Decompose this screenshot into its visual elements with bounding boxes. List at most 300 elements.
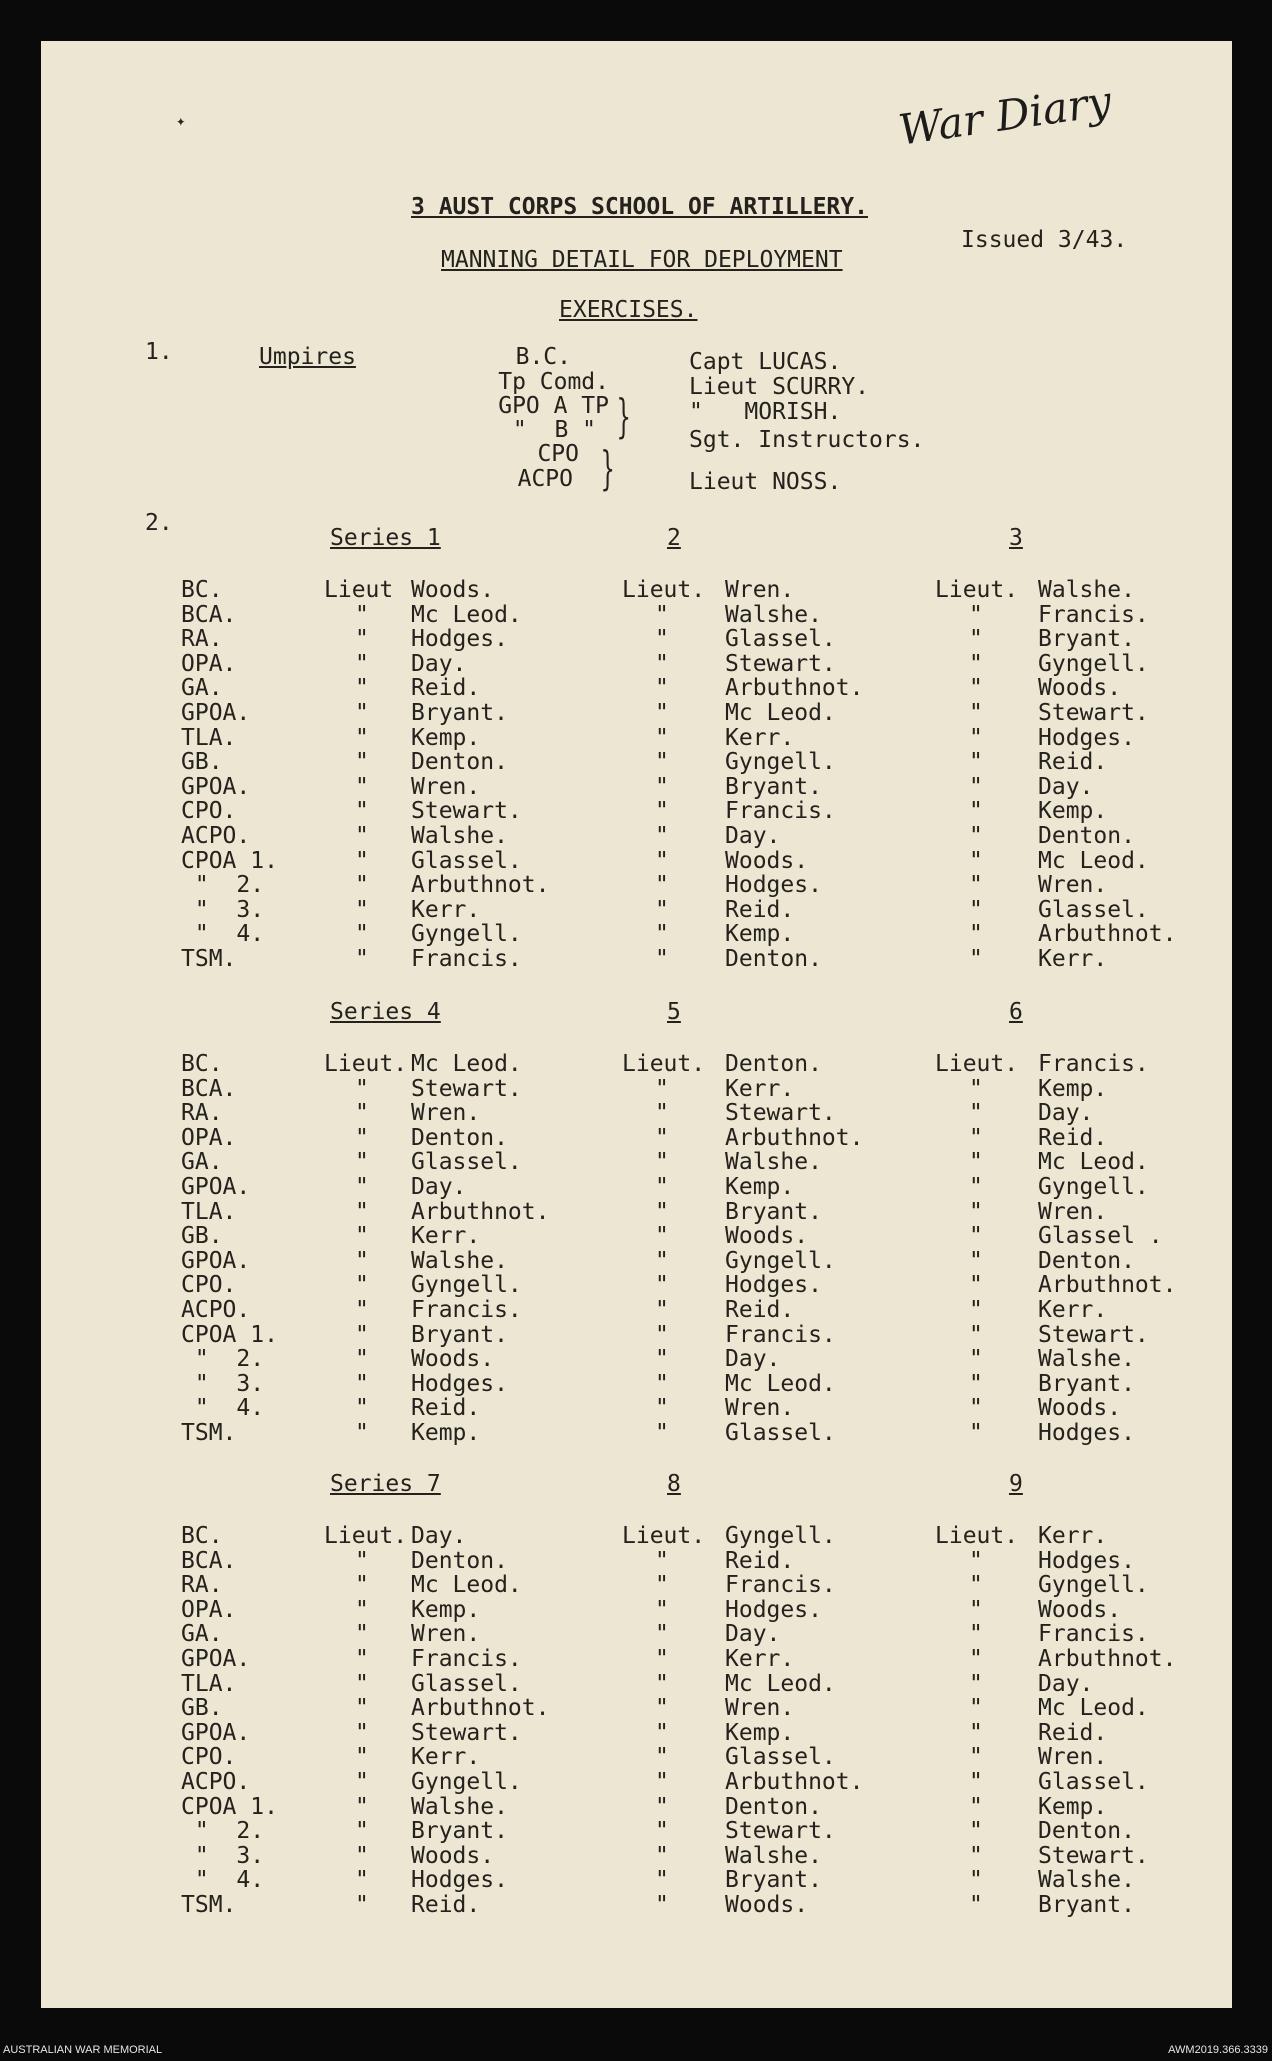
officer-name: Francis. bbox=[1038, 602, 1149, 628]
officer-name: Hodges. bbox=[725, 872, 822, 898]
role-label: GPOA. bbox=[181, 1646, 251, 1672]
role-label: CPO. bbox=[181, 1744, 237, 1770]
role-label: OPA. bbox=[181, 1125, 237, 1151]
series-header: 6 bbox=[1009, 999, 1023, 1025]
role-label: GB. bbox=[181, 1695, 223, 1721]
ditto-mark: " bbox=[655, 1548, 669, 1574]
officer-name: Woods. bbox=[725, 1223, 809, 1249]
ditto-mark: " bbox=[355, 651, 369, 677]
umpire-role: Tp Comd. bbox=[498, 369, 609, 395]
officer-name: Kerr. bbox=[411, 1223, 481, 1249]
ditto-mark: " bbox=[355, 946, 369, 972]
ditto-mark: " bbox=[969, 1867, 983, 1893]
officer-name: Walshe. bbox=[1038, 1346, 1135, 1372]
officer-name: Gyngell. bbox=[1038, 1572, 1149, 1598]
officer-name: Kerr. bbox=[725, 1076, 795, 1102]
ditto-mark: " bbox=[355, 1149, 369, 1175]
handwritten-note: War Diary bbox=[895, 76, 1115, 155]
officer-name: Gyngell. bbox=[411, 1272, 522, 1298]
ditto-mark: " bbox=[355, 1223, 369, 1249]
ditto-mark: " bbox=[655, 725, 669, 751]
series-header: 8 bbox=[667, 1471, 681, 1497]
role-label: OPA. bbox=[181, 1597, 237, 1623]
ditto-mark: " bbox=[655, 675, 669, 701]
ditto-mark: " bbox=[655, 1597, 669, 1623]
ditto-mark: " bbox=[969, 1395, 983, 1421]
officer-name: Mc Leod. bbox=[1038, 848, 1149, 874]
officer-name: Wren. bbox=[411, 774, 481, 800]
role-label: " 3. bbox=[181, 1843, 265, 1869]
officer-name: Gyngell. bbox=[1038, 1174, 1149, 1200]
officer-name: Kerr. bbox=[411, 1744, 481, 1770]
ditto-mark: " bbox=[355, 1818, 369, 1844]
role-label: BCA. bbox=[181, 602, 237, 628]
role-label: BC. bbox=[181, 1051, 223, 1077]
ditto-mark: " bbox=[655, 1395, 669, 1421]
officer-name: Glassel. bbox=[725, 626, 836, 652]
officer-name: Francis. bbox=[725, 1572, 836, 1598]
officer-name: Walshe. bbox=[1038, 1867, 1135, 1893]
officer-name: Day. bbox=[411, 1174, 467, 1200]
officer-name: Hodges. bbox=[725, 1272, 822, 1298]
ditto-mark: " bbox=[969, 1695, 983, 1721]
officer-name: Denton. bbox=[411, 1125, 508, 1151]
ditto-mark: " bbox=[355, 626, 369, 652]
role-label: GB. bbox=[181, 1223, 223, 1249]
umpire-name: " MORISH. bbox=[689, 399, 842, 425]
officer-name: Day. bbox=[411, 651, 467, 677]
role-label: " 4. bbox=[181, 921, 265, 947]
ditto-mark: " bbox=[355, 1272, 369, 1298]
officer-name: Wren. bbox=[725, 1695, 795, 1721]
officer-name: Glassel. bbox=[411, 848, 522, 874]
rank-label: Lieut. bbox=[935, 1523, 1019, 1549]
officer-name: Arbuthnot. bbox=[411, 1695, 550, 1721]
role-label: RA. bbox=[181, 1572, 223, 1598]
series-header: Series 4 bbox=[330, 999, 441, 1025]
brace-icon: } bbox=[616, 389, 631, 443]
ditto-mark: " bbox=[969, 1125, 983, 1151]
officer-name: Glassel. bbox=[725, 1420, 836, 1446]
officer-name: Reid. bbox=[1038, 749, 1108, 775]
ditto-mark: " bbox=[355, 1671, 369, 1697]
ditto-mark: " bbox=[969, 946, 983, 972]
umpire-role: B.C. bbox=[515, 344, 571, 370]
umpire-role: ACPO bbox=[517, 466, 573, 492]
ditto-mark: " bbox=[969, 700, 983, 726]
officer-name: Bryant. bbox=[725, 1199, 822, 1225]
role-label: CPOA 1. bbox=[181, 848, 278, 874]
ditto-mark: " bbox=[355, 1794, 369, 1820]
ditto-mark: " bbox=[355, 1322, 369, 1348]
role-label: CPO. bbox=[181, 1272, 237, 1298]
role-label: ACPO. bbox=[181, 823, 251, 849]
ditto-mark: " bbox=[655, 749, 669, 775]
ditto-mark: " bbox=[355, 1843, 369, 1869]
officer-name: Woods. bbox=[411, 1346, 495, 1372]
role-label: TLA. bbox=[181, 1671, 237, 1697]
ditto-mark: " bbox=[355, 1720, 369, 1746]
officer-name: Francis. bbox=[411, 1646, 522, 1672]
officer-name: Hodges. bbox=[725, 1597, 822, 1623]
role-label: BCA. bbox=[181, 1548, 237, 1574]
officer-name: Francis. bbox=[725, 798, 836, 824]
ditto-mark: " bbox=[655, 700, 669, 726]
officer-name: Stewart. bbox=[725, 651, 836, 677]
officer-name: Mc Leod. bbox=[725, 700, 836, 726]
ditto-mark: " bbox=[655, 1646, 669, 1672]
series-header: 5 bbox=[667, 999, 681, 1025]
officer-name: Day. bbox=[725, 1346, 781, 1372]
ditto-mark: " bbox=[655, 1174, 669, 1200]
officer-name: Stewart. bbox=[411, 1076, 522, 1102]
rank-label: Lieut. bbox=[324, 1523, 408, 1549]
ditto-mark: " bbox=[969, 1149, 983, 1175]
ditto-mark: " bbox=[969, 725, 983, 751]
officer-name: Wren. bbox=[1038, 1744, 1108, 1770]
officer-name: Woods. bbox=[725, 1892, 809, 1918]
ditto-mark: " bbox=[355, 1100, 369, 1126]
officer-name: Stewart. bbox=[411, 798, 522, 824]
ditto-mark: " bbox=[969, 823, 983, 849]
ditto-mark: " bbox=[969, 1646, 983, 1672]
ditto-mark: " bbox=[969, 1892, 983, 1918]
officer-name: Walshe. bbox=[411, 1794, 508, 1820]
ditto-mark: " bbox=[355, 1174, 369, 1200]
officer-name: Woods. bbox=[725, 848, 809, 874]
umpires-label: Umpires bbox=[259, 344, 356, 370]
ditto-mark: " bbox=[969, 1371, 983, 1397]
ditto-mark: " bbox=[969, 774, 983, 800]
ditto-mark: " bbox=[969, 1174, 983, 1200]
ditto-mark: " bbox=[655, 1272, 669, 1298]
officer-name: Denton. bbox=[725, 1794, 822, 1820]
umpire-name: Lieut NOSS. bbox=[689, 469, 842, 495]
role-label: TSM. bbox=[181, 1892, 237, 1918]
role-label: GPOA. bbox=[181, 1248, 251, 1274]
officer-name: Arbuthnot. bbox=[1038, 1272, 1177, 1298]
rank-label: Lieut. bbox=[324, 1051, 408, 1077]
officer-name: Gyngell. bbox=[725, 749, 836, 775]
ditto-mark: " bbox=[355, 921, 369, 947]
officer-name: Stewart. bbox=[1038, 700, 1149, 726]
ditto-mark: " bbox=[355, 1420, 369, 1446]
officer-name: Denton. bbox=[1038, 1248, 1135, 1274]
ditto-mark: " bbox=[655, 1223, 669, 1249]
rank-label: Lieut. bbox=[935, 1051, 1019, 1077]
officer-name: Hodges. bbox=[411, 1371, 508, 1397]
officer-name: Wren. bbox=[1038, 872, 1108, 898]
officer-name: Glassel . bbox=[1038, 1223, 1163, 1249]
officer-name: Gyngell. bbox=[411, 1769, 522, 1795]
ditto-mark: " bbox=[969, 848, 983, 874]
officer-name: Gyngell. bbox=[725, 1523, 836, 1549]
officer-name: Reid. bbox=[411, 675, 481, 701]
rank-label: Lieut. bbox=[622, 1051, 706, 1077]
officer-name: Reid. bbox=[725, 897, 795, 923]
role-label: TLA. bbox=[181, 1199, 237, 1225]
ditto-mark: " bbox=[655, 1322, 669, 1348]
ditto-mark: " bbox=[655, 1346, 669, 1372]
ditto-mark: " bbox=[969, 1346, 983, 1372]
ditto-mark: " bbox=[655, 651, 669, 677]
role-label: " 3. bbox=[181, 1371, 265, 1397]
ditto-mark: " bbox=[355, 1248, 369, 1274]
officer-name: Day. bbox=[725, 823, 781, 849]
ditto-mark: " bbox=[655, 1371, 669, 1397]
ditto-mark: " bbox=[355, 1371, 369, 1397]
officer-name: Kemp. bbox=[1038, 1794, 1108, 1820]
officer-name: Woods. bbox=[411, 1843, 495, 1869]
ditto-mark: " bbox=[355, 1597, 369, 1623]
officer-name: Walshe. bbox=[725, 602, 822, 628]
document-subtitle-2: EXERCISES. bbox=[559, 297, 698, 323]
role-label: BC. bbox=[181, 577, 223, 603]
ditto-mark: " bbox=[655, 1572, 669, 1598]
ditto-mark: " bbox=[969, 1769, 983, 1795]
role-label: GA. bbox=[181, 675, 223, 701]
officer-name: Francis. bbox=[725, 1322, 836, 1348]
ditto-mark: " bbox=[655, 1248, 669, 1274]
officer-name: Day. bbox=[725, 1621, 781, 1647]
ditto-mark: " bbox=[355, 1548, 369, 1574]
role-label: " 2. bbox=[181, 1818, 265, 1844]
officer-name: Glassel. bbox=[1038, 1769, 1149, 1795]
ditto-mark: " bbox=[655, 1125, 669, 1151]
ditto-mark: " bbox=[355, 1892, 369, 1918]
ditto-mark: " bbox=[355, 1076, 369, 1102]
ditto-mark: " bbox=[655, 1297, 669, 1323]
officer-name: Walshe. bbox=[411, 1248, 508, 1274]
ditto-mark: " bbox=[969, 1548, 983, 1574]
ditto-mark: " bbox=[655, 1100, 669, 1126]
officer-name: Woods. bbox=[1038, 1395, 1122, 1421]
ditto-mark: " bbox=[355, 1621, 369, 1647]
officer-name: Mc Leod. bbox=[411, 602, 522, 628]
ditto-mark: " bbox=[655, 1744, 669, 1770]
ditto-mark: " bbox=[655, 1867, 669, 1893]
role-label: " 2. bbox=[181, 872, 265, 898]
officer-name: Francis. bbox=[411, 1297, 522, 1323]
ditto-mark: " bbox=[969, 651, 983, 677]
role-label: " 4. bbox=[181, 1395, 265, 1421]
ditto-mark: " bbox=[655, 1199, 669, 1225]
officer-name: Francis. bbox=[1038, 1051, 1149, 1077]
series-header: 9 bbox=[1009, 1471, 1023, 1497]
officer-name: Mc Leod. bbox=[725, 1371, 836, 1397]
officer-name: Gyngell. bbox=[411, 921, 522, 947]
ditto-mark: " bbox=[969, 1720, 983, 1746]
officer-name: Reid. bbox=[725, 1548, 795, 1574]
ditto-mark: " bbox=[655, 1671, 669, 1697]
officer-name: Reid. bbox=[725, 1297, 795, 1323]
officer-name: Mc Leod. bbox=[1038, 1695, 1149, 1721]
ditto-mark: " bbox=[655, 1076, 669, 1102]
officer-name: Hodges. bbox=[1038, 1420, 1135, 1446]
role-label: RA. bbox=[181, 1100, 223, 1126]
ditto-mark: " bbox=[655, 1621, 669, 1647]
ditto-mark: " bbox=[655, 798, 669, 824]
officer-name: Kerr. bbox=[725, 725, 795, 751]
officer-name: Denton. bbox=[1038, 823, 1135, 849]
document-title: 3 AUST CORPS SCHOOL OF ARTILLERY. bbox=[411, 194, 868, 220]
umpire-role: GPO A TP bbox=[498, 393, 609, 419]
officer-name: Glassel. bbox=[725, 1744, 836, 1770]
ditto-mark: " bbox=[355, 700, 369, 726]
role-label: GPOA. bbox=[181, 1720, 251, 1746]
umpire-name: Capt LUCAS. bbox=[689, 349, 842, 375]
ditto-mark: " bbox=[655, 626, 669, 652]
officer-name: Bryant. bbox=[1038, 1892, 1135, 1918]
ditto-mark: " bbox=[355, 774, 369, 800]
rank-label: Lieut. bbox=[622, 577, 706, 603]
officer-name: Bryant. bbox=[411, 700, 508, 726]
role-label: RA. bbox=[181, 626, 223, 652]
officer-name: Francis. bbox=[1038, 1621, 1149, 1647]
ditto-mark: " bbox=[969, 1794, 983, 1820]
role-label: GPOA. bbox=[181, 700, 251, 726]
officer-name: Day. bbox=[411, 1523, 467, 1549]
officer-name: Woods. bbox=[411, 577, 495, 603]
ditto-mark: " bbox=[355, 1744, 369, 1770]
ditto-mark: " bbox=[969, 921, 983, 947]
ditto-mark: " bbox=[655, 1769, 669, 1795]
ditto-mark: " bbox=[969, 749, 983, 775]
ditto-mark: " bbox=[655, 1695, 669, 1721]
role-label: ACPO. bbox=[181, 1297, 251, 1323]
ditto-mark: " bbox=[355, 897, 369, 923]
ditto-mark: " bbox=[655, 1818, 669, 1844]
ditto-mark: " bbox=[655, 823, 669, 849]
role-label: " 4. bbox=[181, 1867, 265, 1893]
officer-name: Day. bbox=[1038, 774, 1094, 800]
section-number-2: 2. bbox=[145, 510, 173, 536]
footer-accession: AWM2019.366.3339 bbox=[1168, 2044, 1268, 2056]
ditto-mark: " bbox=[655, 946, 669, 972]
ditto-mark: " bbox=[355, 1867, 369, 1893]
ditto-mark: " bbox=[355, 798, 369, 824]
officer-name: Bryant. bbox=[725, 774, 822, 800]
role-label: CPO. bbox=[181, 798, 237, 824]
role-label: TLA. bbox=[181, 725, 237, 751]
officer-name: Kerr. bbox=[411, 897, 481, 923]
officer-name: Bryant. bbox=[1038, 1371, 1135, 1397]
officer-name: Walshe. bbox=[725, 1843, 822, 1869]
officer-name: Denton. bbox=[725, 1051, 822, 1077]
officer-name: Arbuthnot. bbox=[725, 1769, 864, 1795]
umpire-role: " B " bbox=[512, 417, 596, 443]
officer-name: Arbuthnot. bbox=[725, 1125, 864, 1151]
officer-name: Arbuthnot. bbox=[1038, 921, 1177, 947]
officer-name: Kerr. bbox=[1038, 946, 1108, 972]
ditto-mark: " bbox=[969, 1199, 983, 1225]
officer-name: Day. bbox=[1038, 1671, 1094, 1697]
officer-name: Kerr. bbox=[1038, 1297, 1108, 1323]
ditto-mark: " bbox=[355, 1572, 369, 1598]
officer-name: Kemp. bbox=[411, 725, 481, 751]
officer-name: Hodges. bbox=[411, 626, 508, 652]
officer-name: Stewart. bbox=[725, 1818, 836, 1844]
officer-name: Gyngell. bbox=[1038, 651, 1149, 677]
officer-name: Bryant. bbox=[411, 1818, 508, 1844]
officer-name: Hodges. bbox=[1038, 1548, 1135, 1574]
officer-name: Kerr. bbox=[1038, 1523, 1108, 1549]
ditto-mark: " bbox=[655, 602, 669, 628]
role-label: GA. bbox=[181, 1149, 223, 1175]
footer-credit: AUSTRALIAN WAR MEMORIAL bbox=[3, 2044, 163, 2056]
umpire-name: Lieut SCURRY. bbox=[689, 374, 870, 400]
ditto-mark: " bbox=[655, 774, 669, 800]
series-header: 3 bbox=[1009, 525, 1023, 551]
rank-label: Lieut bbox=[324, 577, 394, 603]
ditto-mark: " bbox=[355, 1297, 369, 1323]
ditto-mark: " bbox=[355, 1346, 369, 1372]
ditto-mark: " bbox=[355, 848, 369, 874]
officer-name: Denton. bbox=[411, 749, 508, 775]
ditto-mark: " bbox=[355, 1125, 369, 1151]
ditto-mark: " bbox=[355, 725, 369, 751]
ditto-mark: " bbox=[655, 1892, 669, 1918]
ditto-mark: " bbox=[355, 1199, 369, 1225]
ditto-mark: " bbox=[969, 1223, 983, 1249]
officer-name: Mc Leod. bbox=[411, 1051, 522, 1077]
role-label: BC. bbox=[181, 1523, 223, 1549]
ditto-mark: " bbox=[355, 1395, 369, 1421]
ditto-mark: " bbox=[655, 1794, 669, 1820]
officer-name: Kemp. bbox=[411, 1597, 481, 1623]
officer-name: Kemp. bbox=[725, 1720, 795, 1746]
officer-name: Wren. bbox=[411, 1621, 481, 1647]
officer-name: Kemp. bbox=[411, 1420, 481, 1446]
ditto-mark: " bbox=[655, 848, 669, 874]
rank-label: Lieut. bbox=[622, 1523, 706, 1549]
officer-name: Bryant. bbox=[1038, 626, 1135, 652]
ditto-mark: " bbox=[355, 749, 369, 775]
document-page bbox=[41, 41, 1232, 2008]
officer-name: Reid. bbox=[411, 1892, 481, 1918]
officer-name: Kemp. bbox=[725, 1174, 795, 1200]
umpire-role: CPO bbox=[537, 441, 579, 467]
ditto-mark: " bbox=[355, 872, 369, 898]
ditto-mark: " bbox=[969, 626, 983, 652]
officer-name: Woods. bbox=[1038, 675, 1122, 701]
officer-name: Kemp. bbox=[1038, 1076, 1108, 1102]
ditto-mark: " bbox=[655, 1420, 669, 1446]
ditto-mark: " bbox=[355, 602, 369, 628]
officer-name: Kemp. bbox=[1038, 798, 1108, 824]
officer-name: Denton. bbox=[411, 1548, 508, 1574]
officer-name: Reid. bbox=[1038, 1125, 1108, 1151]
officer-name: Francis. bbox=[411, 946, 522, 972]
officer-name: Wren. bbox=[725, 1395, 795, 1421]
officer-name: Arbuthnot. bbox=[411, 872, 550, 898]
ditto-mark: " bbox=[655, 897, 669, 923]
ditto-mark: " bbox=[969, 1843, 983, 1869]
officer-name: Mc Leod. bbox=[411, 1572, 522, 1598]
series-header: Series 1 bbox=[330, 525, 441, 551]
officer-name: Arbuthnot. bbox=[411, 1199, 550, 1225]
ditto-mark: " bbox=[969, 798, 983, 824]
role-label: TSM. bbox=[181, 1420, 237, 1446]
series-header: 2 bbox=[667, 525, 681, 551]
section-number-1: 1. bbox=[145, 339, 173, 365]
officer-name: Walshe. bbox=[411, 823, 508, 849]
officer-name: Mc Leod. bbox=[725, 1671, 836, 1697]
officer-name: Stewart. bbox=[1038, 1322, 1149, 1348]
ditto-mark: " bbox=[969, 1671, 983, 1697]
ditto-mark: " bbox=[969, 1597, 983, 1623]
document-subtitle: MANNING DETAIL FOR DEPLOYMENT bbox=[441, 247, 843, 273]
